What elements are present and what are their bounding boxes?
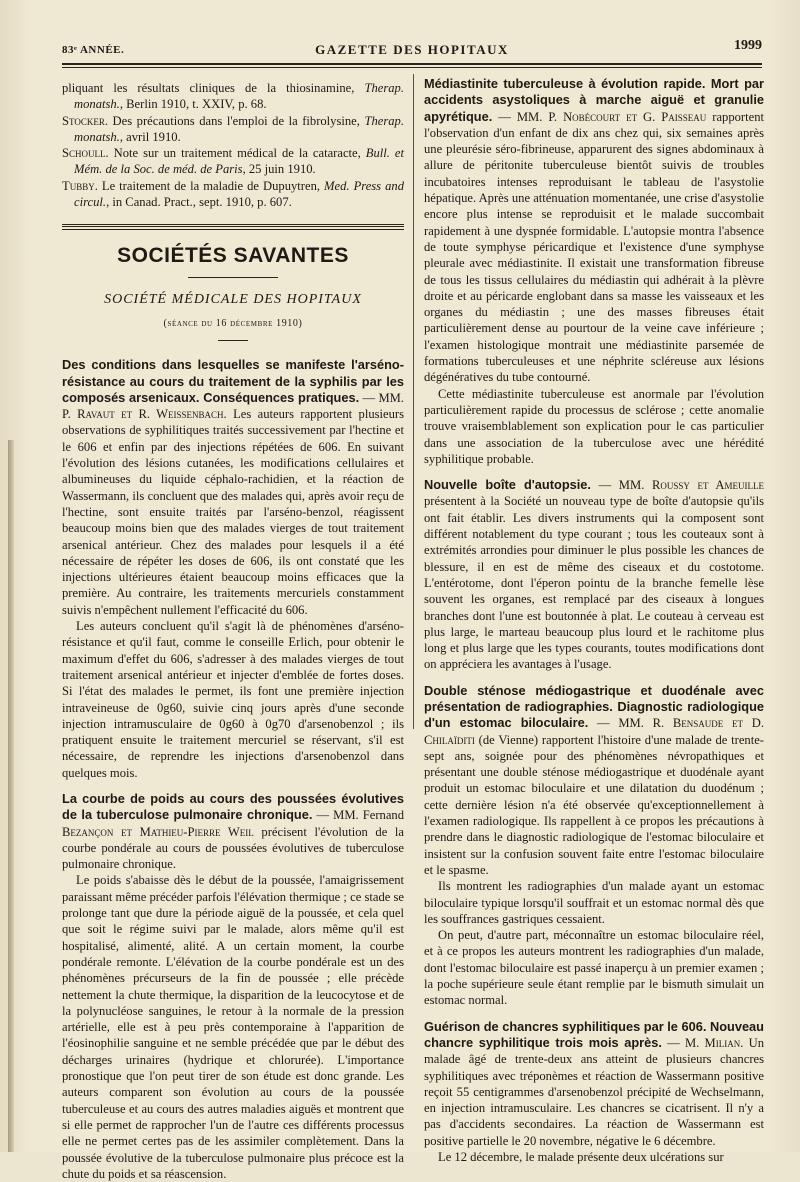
article-title: Guérison de chancres syphilitiques par le 606. Nouveau chancre syphilitique trois mois après. xyxy=(424,1018,764,1050)
reference-entry: Tubby. Le traitement de la maladie de Dupuytren, Med. Press and circul., in Canad. Pract., sept. 1910, p. 607. xyxy=(62,178,404,210)
article-paragraph: Les auteurs concluent qu'il s'agit là de phénomènes d'arséno-résistance et qu'il faut, comme le conseille Erlich, pour obtenir le maximum d'effet du 606, s'adresser à des malades vierges de tout traitement arsenical antérieur et injecter d'emblée de fortes doses. Si l'état des malades le permet, ils font une première injection intraveineuse de 0g60, suivie cinq jours après d'une seconde injection intramusculaire de 0g60 à 0g70 d'arsenobenzol ; ils pratiquent ensuite le traitement mercuriel se réservant, s'il est nécessaire, de reprendre les injections d'arsenobenzol dans quelques mois. xyxy=(62,619,404,780)
header-title: GAZETTE DES HOPITAUX xyxy=(315,42,509,57)
article-chancres: Guérison de chancres syphilitiques par le 606. Nouveau chancre syphilitique trois mois après. — M. Milian. Un malade âgé de trente-deux ans atteint de plusieurs chancres syphilitiques avec tréponèmes et réaction de Wassermann positive reçoit 55 centigrammes d'arsenobenzol précipité de Wechselmann, en injection intramusculaire. Les chancres se cicatrisent. Il n'y a pas d'accidents secondaires. La réaction de Wassermann est positive partielle le 20 novembre, négative le 6 décembre. Le 12 décembre, le malade présente deux ulcérations sur xyxy=(424,1018,764,1164)
article-paragraph: On peut, d'autre part, méconnaître un estomac biloculaire réel, et à ce propos les auteurs montrent les radiographies d'un malade, dont l'estomac biloculaire est passé inaperçu à un premier examen ; la poche supérieure seule étant remplie par le bismuth simulait un estomac normal. xyxy=(424,928,764,1008)
society-name: SOCIÉTÉ MÉDICALE DES HOPITAUX xyxy=(104,291,362,307)
article-courbe-poids: La courbe de poids au cours des poussées évolutives de la tuberculose pulmonaire chronique. — MM. Fernand Bezançon et Mathieu-Pierre Weil précisent l'évolution de la courbe pondérale au cours de poussées évolutives de tuberculose pulmonaire chronique. Le poids s'abaisse dès le début de la poussée, l'amaigrissement paraissant même précéder parfois l'élévation thermique ; ce stade se prolonge tant que dure la période aiguë de la poussée, et cela quel que soit le régime suivi par le malade, alors même qu'il est hospitalisé, alimenté, alité. A un certain moment, la courbe pondérale remonte. L'élévation de la courbe pondérale est un des phénomènes précurseurs de la fin de poussée ; elle précède nettement la chute thermique, la disparition de la leucocytose et de la polynucléose sanguines, le retour à la normale de la pression artérielle, elle est à peu près contemporaine à l'apparition de l'éosinophilie sanguine et ne semble précédée que par le début des décharges urinaires (hydrique et chlorurée). L'importance pronostique que l'on peut tirer de son étude est donc grande. Les auteurs comparent son évolution au cours de la poussée tuberculeuse et au cours des autres maladies aiguës et montrent que si elle permet de rapprocher l'un de l'autre ces différents processus elle ne permet certes pas de les assimiler complètement. Dans la poussée évolutive de la tuberculose pulmonaire plus précoce est la chute du poids et sa réascension. xyxy=(62,790,405,1181)
article-boite-autopsie: Nouvelle boîte d'autopsie. — MM. Roussy et Ameuille présentent à la Société un nouveau type de boîte d'autopsie qu'ils ont fait établir. Les divers instruments qui la composent sont différent notablement du type courant ; tous les couteaux sont à extrémités arrondies pour diminuer le plus possible les chances de blessure, il en est de même des ciseaux et du costotome. L'entérotome, dont l'éperon pointu de la branche femelle lèse souvent les organes, est remplacé par des ciseaux à longues branches dont l'une est boutonnée à plat. Le couteau à cerveau est plus large, le marteau beaucoup plus lourd et le rachitome plus long et plus large que les types courants, toutes modifications dont on appréciera les avantages à l'usage. xyxy=(424,477,764,672)
article-paragraph: Le 12 décembre, le malade présente deux ulcérations sur xyxy=(438,1150,724,1164)
session-rule xyxy=(218,340,248,341)
article-authors: Bensaude et D. Chilaïditi xyxy=(424,716,764,747)
article-authors: Nobécourt et G. Paisseau xyxy=(563,109,707,124)
column-divider xyxy=(413,74,414,729)
header-year: 83ᵉ ANNÉE. xyxy=(62,44,125,56)
reference-entry: Stocker. Des précautions dans l'emploi de la fibrolysine, Therap. monatsh., avril 1910. xyxy=(62,113,404,144)
header-rule xyxy=(62,63,762,65)
article-title: Médiastinite tuberculeuse à évolution rapide. Mort par accidents asystoliques à marche aiguë et granulie apyrétique. xyxy=(424,76,764,124)
article-title: Double sténose médiogastrique et duodénale avec présentation de radiographies. Diagnostic radiologique d'un estomac biloculaire. xyxy=(424,682,764,731)
article-paragraph: Cette médiastinite tuberculeuse est anormale par l'évolution particulièrement rapide du processus de sclérose ; cette anomalie trouve vraisemblablement son explication pour le cas particulier dans une association de la tuberculose avec une hérédité syphilitique probable. xyxy=(424,386,764,466)
session-date: (séance du 16 décembre 1910) xyxy=(163,317,303,329)
article-authors: Bezançon et Mathieu-Pierre Weil xyxy=(62,824,254,839)
right-column xyxy=(424,76,764,1165)
left-column xyxy=(62,80,404,1182)
reference-entry: pliquant les résultats cliniques de la thiosinamine, Therap. monatsh., Berlin 1910, t. XXIV, p. 68. xyxy=(62,81,404,112)
page-number: 1999 xyxy=(734,38,762,53)
article-paragraph: Le poids s'abaisse dès le début de la poussée, l'amaigrissement paraissant même précéder parfois l'élévation thermique ; ce stade se prolonge tant que dure la période aiguë de la poussée, et cela quel que soit le régime suivi par le malade, alors même qu'il est hospitalisé, alimenté, alité. A un certain moment, la courbe pondérale remonte. L'élévation de la courbe pondérale est un des phénomènes précurseurs de la fin de poussée ; elle précède nettement la chute thermique, la disparition de la leucocytose et de la polynucléose sanguines, le retour à la normale de la pression artérielle, elle est à peu près contemporaine à l'apparition de l'éosinophilie sanguine et ne semble précédée que par le début des décharges urinaires (hydrique et chlorurée). L'importance pronostique que l'on peut tirer de son étude est donc grande. Les auteurs comparent son évolution au cours de la poussée tuberculeuse et au cours des autres maladies aiguës et montrent que si elle permet de rapprocher l'un de l'autre ces différents processus elle ne permet certes pas de les assimiler complètement. Dans la poussée évolutive de la tuberculose pulmonaire plus précoce est la chute du poids et sa réascension. xyxy=(62,873,404,1181)
page-header xyxy=(62,38,762,60)
article-title: Des conditions dans lesquelles se manifeste l'arséno-résistance au cours du traitement de la syphilis par les composés arsenicaux. Conséquences pratiques. xyxy=(62,357,404,405)
section-title: SOCIÉTÉS SAVANTES xyxy=(117,244,349,268)
article-title: Nouvelle boîte d'autopsie. xyxy=(424,477,591,493)
reference-entry: Schoull. Note sur un traitement médical de la cataracte, Bull. et Mém. de la Soc. de méd. de Paris, 25 juin 1910. xyxy=(62,146,404,177)
article-authors: Roussy et Ameuille xyxy=(651,478,764,493)
article-authors: Milian. xyxy=(704,1035,744,1050)
section-divider xyxy=(62,224,404,230)
article-paragraph: Ils montrent les radiographies d'un malade ayant un estomac biloculaire typique lorsqu'il souffrait et un estomac normal dès que les souffrances gastriques cessaient. xyxy=(424,879,764,926)
article-stenose: Double sténose médiogastrique et duodénale avec présentation de radiographies. Diagnostic radiologique d'un estomac biloculaire. — MM. R. Bensaude et D. Chilaïditi (de Vienne) rapportent l'histoire d'une malade de trente-sept ans, soignée pour des phénomènes névropathiques et présentant une double sténose médiogastrique et duodénale ayant produit un estomac biloculaire et une dilatation du duodénum ; cette dernière lésion n'a été observée qu'exceptionnellement à l'examen radiologique. Ils rappellent à ce propos les précautions à prendre dans le diagnostic radiologique de l'estomac biloculaire et insistent sur la confusion souvent faite entre l'estomac biloculaire et le spasme. Ils montrent les radiographies d'un malade ayant un estomac biloculaire typique lorsqu'il souffrait et un estomac normal dès que les souffrances gastriques cessaient. On peut, d'autre part, méconnaître un estomac biloculaire réel, et à ce propos les auteurs montrent les radiographies d'un malade, dont l'estomac biloculaire est passé inaperçu à un premier examen ; la poche supérieure seule étant remplie par le bismuth simulait un estomac normal. xyxy=(424,682,764,1008)
binding-shadow xyxy=(8,440,14,1152)
article-authors: Ravaut et R. Weissenbach. xyxy=(77,407,227,422)
header-rule-thin xyxy=(62,67,762,68)
article-arseno-resistance: Des conditions dans lesquelles se manifeste l'arséno-résistance au cours du traitement de la syphilis par les composés arsenicaux. Conséquences pratiques. — MM. P. Ravaut et R. Weissenbach. Les auteurs rapportent plusieurs observations de syphilitiques traités successivement par l'hectine et le 606 et enfin par des injections répétées de 606. En suivant l'évolution des lésions cutanées, les modifications cellulaires et albumineuses du liquide céphalo-rachidien, et la réaction de Wassermann, ils concluent que des malades qui, après avoir reçu de l'hectine, sont ensuite traités par l'arséno-benzol, réagissent beaucoup moins bien que des malades vierges de tout traitement arsenical antérieur. Chez des malades pour lesquels il a été nécessaire de répéter les doses de 606, ils ont constaté que les injections ultérieures étaient beaucoup moins efficaces que la première. Au contraire, les traitements mercuriels constamment suivis n'empêchent nullement l'efficacité du 606. Les auteurs concluent qu'il s'agit là de phénomènes d'arséno-résistance et qu'il faut, comme le conseille Erlich, pour obtenir le maximum d'effet du 606, s'adresser à des malades vierges de tout traitement arsenical antérieur et injecter d'emblée de fortes doses. Si l'état des malades le permet, ils font une première injection intraveineuse de 0g60, suivie cinq jours après d'une seconde injection intramusculaire de 0g60 à 0g70 d'arsenobenzol ; ils pratiquent ensuite le traitement mercuriel se réservant, s'il est nécessaire, de reprendre les injections d'arsenobenzol dans quelques mois. xyxy=(62,357,405,780)
title-rule xyxy=(188,277,278,278)
article-title: La courbe de poids au cours des poussées évolutives de la tuberculose pulmonaire chronique. xyxy=(62,790,404,823)
article-mediastinite: Médiastinite tuberculeuse à évolution rapide. Mort par accidents asystoliques à marche aiguë et granulie apyrétique. — MM. P. Nobécourt et G. Paisseau rapportent l'observation d'un enfant de dix ans chez qui, six semaines après une pleurésie séro-fibrineuse, apparurent des signes abdominaux à allure de péritonite tuberculeuse bientôt suivis de troubles incubatoires intenses reproduisant le tableau de l'asystolie hépatique. Après une atténuation momentanée, une crise d'asystolie encore plus intense se reproduisit et le malade succombait rapidement à une dyspnée formidable. L'autopsie montra l'absence de toute symphyse péricardique et l'existence d'une symphyse pleurale avec médiastinite. Il existait une transformation fibreuse de tous les tissus cellulaires du médiastin qui adhérait à la plèvre droite et au péricarde englobant dans sa masse les vaisseaux et les organes du médiastin ; une des masses fibreuses était particulièrement dense au pourtour de la veine cave inférieure ; l'examen histologique montrait une médiastinite parsemée de formations tuberculeuses et une néphrite scléreuse aux lésions dégénératives du tube contourné. Cette médiastinite tuberculeuse est anormale par l'évolution particulièrement rapide du processus de sclérose ; cette anomalie trouve vraisemblablement son explication pour le cas particulier dans une association de la tuberculose avec une hérédité syphilitique probable. xyxy=(424,76,765,466)
